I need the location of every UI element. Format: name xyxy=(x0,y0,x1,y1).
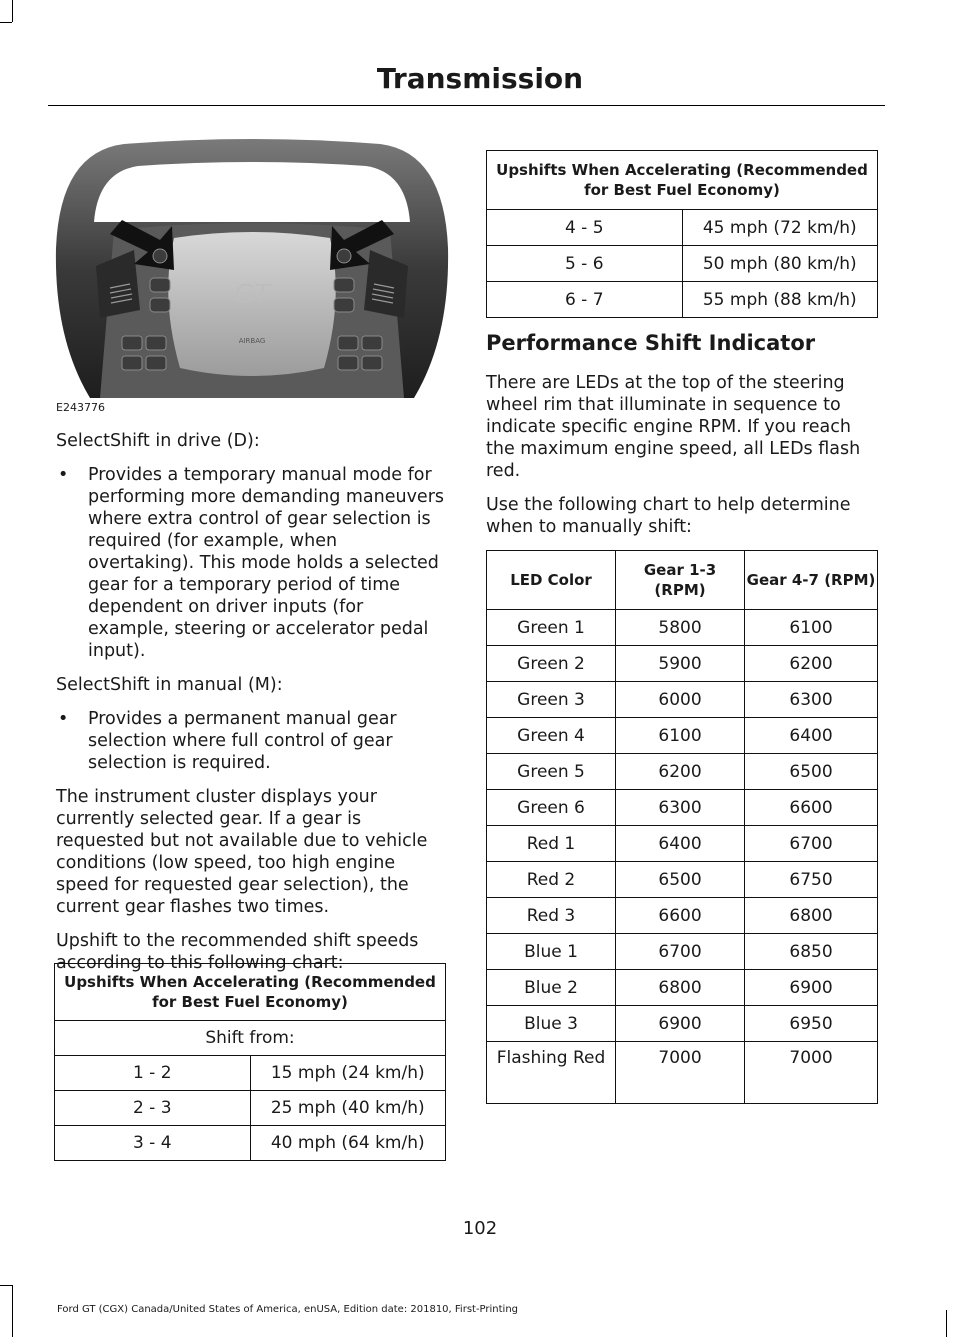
upshift-table xyxy=(54,963,446,1161)
list-item-text: Provides a temporary manual mode for performing more demanding maneuvers where extra control of gear selection is required (for example, when overtaking). This mode holds a selected gear for a temporary period of time dependent on driver inputs (for example, steering or accelerator pedal input). xyxy=(88,465,445,661)
table-subheader: Shift from: xyxy=(55,1021,446,1056)
speed-cell: 25 mph (40 km/h) xyxy=(250,1091,446,1126)
gear-1-3-rpm-cell: 5900 xyxy=(616,646,745,682)
gear-cell: 5 - 6 xyxy=(487,246,683,282)
gear-1-3-rpm-cell: 6900 xyxy=(616,1006,745,1042)
speed-cell: 15 mph (24 km/h) xyxy=(250,1056,446,1091)
crop-mark xyxy=(12,0,13,22)
list-item xyxy=(56,464,448,662)
table-row xyxy=(487,826,878,862)
gear-1-3-rpm-cell: 6700 xyxy=(616,934,745,970)
page-number: 102 xyxy=(462,1218,498,1239)
table-row xyxy=(487,646,878,682)
paragraph: Upshift to the recommended shift speeds according to this following chart: xyxy=(56,931,419,973)
table-row xyxy=(487,898,878,934)
paragraph: SelectShift in drive (D): xyxy=(56,431,260,451)
table-row xyxy=(487,862,878,898)
gear-4-7-rpm-cell: 6850 xyxy=(745,934,878,970)
gear-4-7-rpm-cell: 6200 xyxy=(745,646,878,682)
led-color-cell: Flashing Red xyxy=(487,1042,616,1104)
table-row xyxy=(487,682,878,718)
bullet-list xyxy=(56,708,448,774)
gear-1-3-rpm-cell: 6600 xyxy=(616,898,745,934)
svg-text:AIRBAG: AIRBAG xyxy=(238,337,266,345)
gear-cell: 2 - 3 xyxy=(55,1091,251,1126)
led-color-cell: Green 1 xyxy=(487,610,616,646)
gear-4-7-rpm-cell: 6300 xyxy=(745,682,878,718)
table-header-row xyxy=(487,551,878,610)
gear-4-7-rpm-cell: 6400 xyxy=(745,718,878,754)
crop-mark xyxy=(12,1285,13,1337)
led-color-cell: Red 1 xyxy=(487,826,616,862)
gear-1-3-rpm-cell: 6300 xyxy=(616,790,745,826)
column-header: LED Color xyxy=(487,551,616,610)
steering-wheel-illustration xyxy=(54,138,450,416)
led-color-cell: Green 4 xyxy=(487,718,616,754)
table-row xyxy=(487,210,878,246)
led-color-cell: Green 6 xyxy=(487,790,616,826)
gear-1-3-rpm-cell: 6000 xyxy=(616,682,745,718)
crop-mark xyxy=(0,1285,12,1286)
paragraph: The instrument cluster displays your currently selected gear. If a gear is requested but not available due to vehicle conditions (low speed, too high engine speed for requested gear selection), the current gear flashes two times. xyxy=(56,787,428,917)
crop-mark xyxy=(0,22,12,23)
led-color-cell: Blue 3 xyxy=(487,1006,616,1042)
paragraph: There are LEDs at the top of the steering wheel rim that illuminate in sequence to indicate specific engine RPM. If you reach the maximum engine speed, all LEDs flash red. xyxy=(486,373,861,481)
table-row xyxy=(487,1042,878,1104)
table-body xyxy=(487,610,878,1104)
led-color-cell: Green 5 xyxy=(487,754,616,790)
right-column xyxy=(486,332,880,550)
gear-1-3-rpm-cell: 6500 xyxy=(616,862,745,898)
table-title: Upshifts When Accelerating (Recommended for Best Fuel Economy) xyxy=(55,964,446,1021)
gear-4-7-rpm-cell: 6100 xyxy=(745,610,878,646)
table-row xyxy=(487,1006,878,1042)
left-column xyxy=(56,430,448,986)
gear-1-3-rpm-cell: 5800 xyxy=(616,610,745,646)
bullet-list xyxy=(56,464,448,662)
led-color-cell: Blue 1 xyxy=(487,934,616,970)
table-row xyxy=(55,1091,446,1126)
gear-4-7-rpm-cell: 6900 xyxy=(745,970,878,1006)
list-item xyxy=(56,708,448,774)
table-title: Upshifts When Accelerating (Recommended for Best Fuel Economy) xyxy=(487,151,878,210)
gear-4-7-rpm-cell: 6750 xyxy=(745,862,878,898)
paragraph: Use the following chart to help determine when to manually shift: xyxy=(486,495,851,537)
led-color-cell: Green 3 xyxy=(487,682,616,718)
table-row xyxy=(487,790,878,826)
footer-text: Ford GT (CGX) Canada/United States of America, enUSA, Edition date: 201810, First-Printing xyxy=(57,1304,519,1315)
table-row xyxy=(55,1126,446,1161)
table-row xyxy=(487,718,878,754)
gear-4-7-rpm-cell: 6800 xyxy=(745,898,878,934)
table-row xyxy=(487,754,878,790)
gear-cell: 4 - 5 xyxy=(487,210,683,246)
gear-4-7-rpm-cell: 7000 xyxy=(745,1042,878,1104)
svg-text:GT: GT xyxy=(233,280,271,310)
speed-cell: 45 mph (72 km/h) xyxy=(682,210,878,246)
table-row xyxy=(487,934,878,970)
speed-cell: 55 mph (88 km/h) xyxy=(682,282,878,318)
gear-cell: 6 - 7 xyxy=(487,282,683,318)
table-row xyxy=(55,1056,446,1091)
upshift-table-continued xyxy=(486,150,878,318)
column-header: Gear 4-7 (RPM) xyxy=(745,551,878,610)
column-header: Gear 1-3 (RPM) xyxy=(616,551,745,610)
table-row xyxy=(487,610,878,646)
led-color-cell: Red 3 xyxy=(487,898,616,934)
paragraph: SelectShift in manual (M): xyxy=(56,675,283,695)
table-row xyxy=(487,246,878,282)
gear-4-7-rpm-cell: 6500 xyxy=(745,754,878,790)
section-heading: Performance Shift Indicator xyxy=(486,331,816,355)
gear-1-3-rpm-cell: 6800 xyxy=(616,970,745,1006)
gear-1-3-rpm-cell: 6200 xyxy=(616,754,745,790)
speed-cell: 50 mph (80 km/h) xyxy=(682,246,878,282)
bullet-icon: • xyxy=(58,465,69,485)
illustration-code: E243776 xyxy=(56,401,105,414)
list-item-text: Provides a permanent manual gear selection where full control of gear selection is required. xyxy=(88,709,397,773)
gear-4-7-rpm-cell: 6950 xyxy=(745,1006,878,1042)
speed-cell: 40 mph (64 km/h) xyxy=(250,1126,446,1161)
table-row xyxy=(487,970,878,1006)
header-divider xyxy=(48,105,885,106)
gear-cell: 3 - 4 xyxy=(55,1126,251,1161)
led-color-cell: Blue 2 xyxy=(487,970,616,1006)
page-title: Transmission xyxy=(376,62,584,95)
gear-1-3-rpm-cell: 7000 xyxy=(616,1042,745,1104)
gear-cell: 1 - 2 xyxy=(55,1056,251,1091)
gear-1-3-rpm-cell: 6400 xyxy=(616,826,745,862)
crop-mark xyxy=(946,1310,947,1337)
gear-4-7-rpm-cell: 6600 xyxy=(745,790,878,826)
bullet-icon: • xyxy=(58,709,69,729)
led-color-cell: Red 2 xyxy=(487,862,616,898)
gear-1-3-rpm-cell: 6100 xyxy=(616,718,745,754)
led-rpm-table xyxy=(486,550,878,1104)
led-color-cell: Green 2 xyxy=(487,646,616,682)
gear-4-7-rpm-cell: 6700 xyxy=(745,826,878,862)
table-row xyxy=(487,282,878,318)
